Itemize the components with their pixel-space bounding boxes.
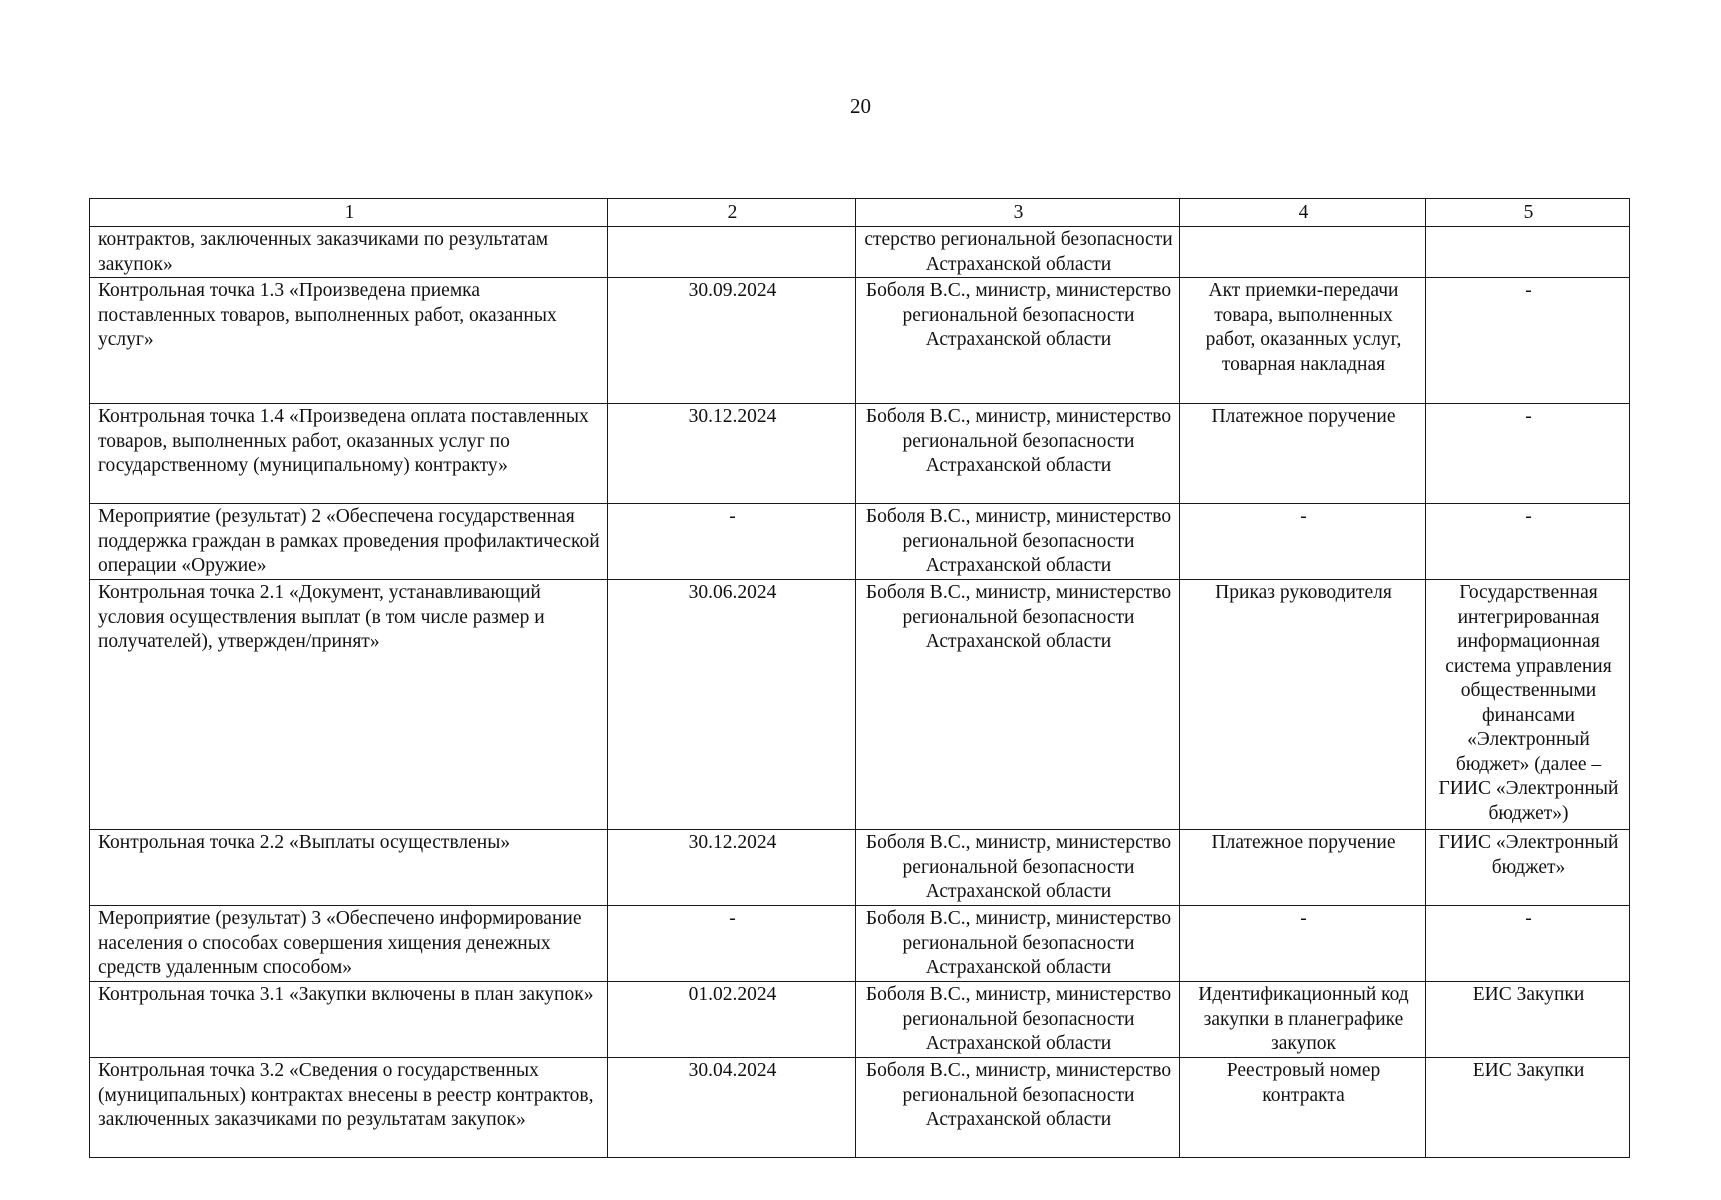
column-header-3: 3 (856, 199, 1180, 227)
row-system: - (1426, 504, 1630, 580)
row-date: 30.04.2024 (608, 1058, 856, 1158)
row-responsible: Боболя В.С., министр, министерство региональной безопасности Астраханской области (856, 906, 1180, 982)
row-description: Контрольная точка 1.4 «Произведена оплата поставленных товаров, выполненных работ, оказанных услуг по государственному (муниципальному) контракту» (90, 404, 608, 504)
control-points-table (89, 198, 1630, 1158)
row-date: - (608, 906, 856, 982)
row-date: 30.09.2024 (608, 278, 856, 404)
row-description: Контрольная точка 3.1 «Закупки включены в план закупок» (90, 982, 608, 1058)
row-date: 30.12.2024 (608, 404, 856, 504)
row-system: ЕИС Закупки (1426, 982, 1630, 1058)
row-system: - (1426, 278, 1630, 404)
row-description: Контрольная точка 3.2 «Сведения о государственных (муниципальных) контрактах внесены в реестр контрактов, заключенных заказчиками по результатам закупок» (90, 1058, 608, 1158)
table-row (90, 830, 1630, 906)
row-description: Контрольная точка 1.3 «Произведена приемка поставленных товаров, выполненных работ, оказанных услуг» (90, 278, 608, 404)
row-description: Мероприятие (результат) 3 «Обеспечено информирование населения о способах совершения хищения денежных средств удаленным способом» (90, 906, 608, 982)
row-date: 01.02.2024 (608, 982, 856, 1058)
row-system: - (1426, 906, 1630, 982)
row-system: ГИИС «Электронный бюджет» (1426, 830, 1630, 906)
row-system: - (1426, 404, 1630, 504)
row-document (1180, 227, 1426, 278)
table-row (90, 1058, 1630, 1158)
row-description: Мероприятие (результат) 2 «Обеспечена государственная поддержка граждан в рамках проведения профилактической операции «Оружие» (90, 504, 608, 580)
table-row (90, 504, 1630, 580)
column-header-4: 4 (1180, 199, 1426, 227)
row-responsible: Боболя В.С., министр, министерство региональной безопасности Астраханской области (856, 504, 1180, 580)
row-document: - (1180, 906, 1426, 982)
row-document: Акт приемки-передачи товара, выполненных работ, оказанных услуг, товарная накладная (1180, 278, 1426, 404)
row-date: 30.06.2024 (608, 580, 856, 830)
table-row (90, 982, 1630, 1058)
row-responsible: стерство региональной безопасности Астраханской области (856, 227, 1180, 278)
table-row (90, 227, 1630, 278)
column-header-5: 5 (1426, 199, 1630, 227)
table-row (90, 404, 1630, 504)
row-system: Государственная интегрированная информационная система управления общественными финансами «Электронный бюджет» (далее – ГИИС «Электронный бюджет») (1426, 580, 1630, 830)
row-document: Платежное поручение (1180, 404, 1426, 504)
row-responsible: Боболя В.С., министр, министерство региональной безопасности Астраханской области (856, 404, 1180, 504)
row-date (608, 227, 856, 278)
column-header-2: 2 (608, 199, 856, 227)
row-description: контрактов, заключенных заказчиками по результатам закупок» (90, 227, 608, 278)
row-document: Платежное поручение (1180, 830, 1426, 906)
table-row (90, 580, 1630, 830)
row-document: Идентификационный код закупки в планеграфике закупок (1180, 982, 1426, 1058)
row-date: - (608, 504, 856, 580)
row-document: Приказ руководителя (1180, 580, 1426, 830)
row-document: Реестровый номер контракта (1180, 1058, 1426, 1158)
row-description: Контрольная точка 2.1 «Документ, устанавливающий условия осуществления выплат (в том числе размер и получателей), утвержден/принят» (90, 580, 608, 830)
row-system (1426, 227, 1630, 278)
row-date: 30.12.2024 (608, 830, 856, 906)
column-number-row (90, 199, 1630, 227)
table-row (90, 278, 1630, 404)
page-number: 20 (850, 94, 871, 118)
row-system: ЕИС Закупки (1426, 1058, 1630, 1158)
row-responsible: Боболя В.С., министр, министерство региональной безопасности Астраханской области (856, 278, 1180, 404)
row-responsible: Боболя В.С., министр, министерство региональной безопасности Астраханской области (856, 1058, 1180, 1158)
row-document: - (1180, 504, 1426, 580)
table-row (90, 906, 1630, 982)
row-responsible: Боболя В.С., министр, министерство региональной безопасности Астраханской области (856, 830, 1180, 906)
row-description: Контрольная точка 2.2 «Выплаты осуществлены» (90, 830, 608, 906)
row-responsible: Боболя В.С., министр, министерство региональной безопасности Астраханской области (856, 580, 1180, 830)
row-responsible: Боболя В.С., министр, министерство региональной безопасности Астраханской области (856, 982, 1180, 1058)
column-header-1: 1 (90, 199, 608, 227)
